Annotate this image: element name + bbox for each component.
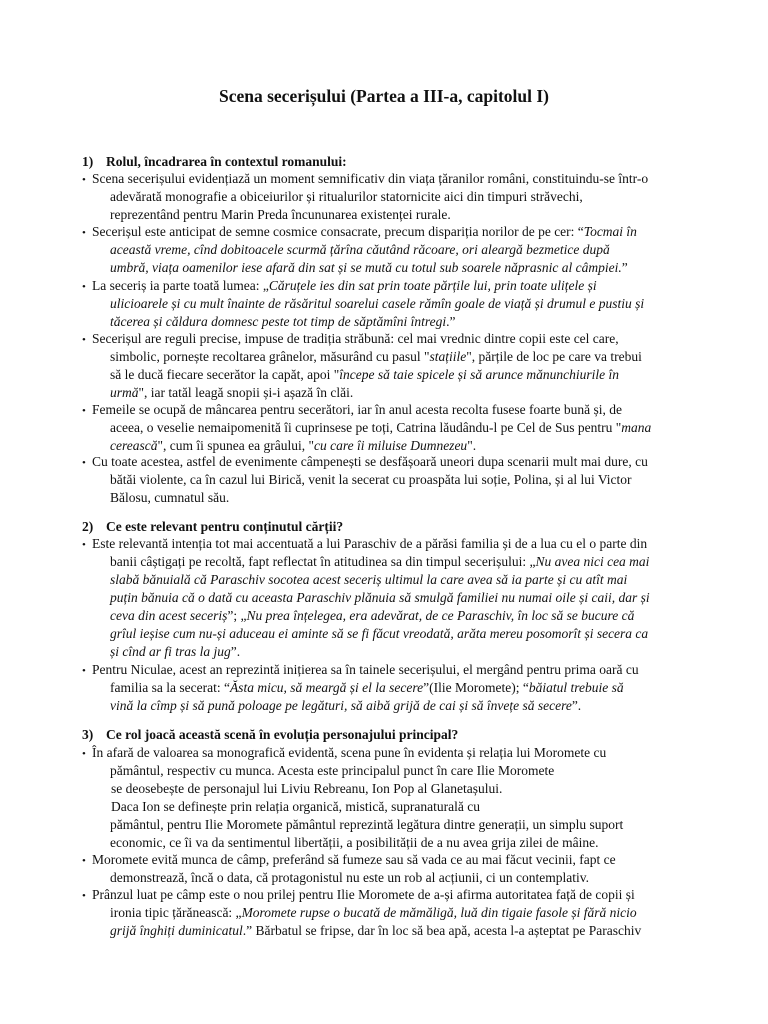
text-run: stațiile <box>429 349 467 364</box>
text-run: Femeile se ocupă de mâncarea pentru secerători, iar în anul acesta recolta fusese foarte bună și, de <box>92 402 622 417</box>
section-heading-text: Ce rol joacă această scenă în evoluția personajului principal? <box>106 727 459 742</box>
text-run: ” <box>621 260 628 275</box>
paragraph-line <box>110 589 650 607</box>
paragraph-line <box>82 535 647 554</box>
bullet: • <box>82 748 86 760</box>
bullet: • <box>82 405 86 417</box>
paragraph-line <box>110 313 455 331</box>
paragraph-line <box>82 744 606 763</box>
text-run: banii câștigați pe recoltă, fapt reflectat în atitudinea sa din timpul secerișului: „ <box>110 554 536 569</box>
paragraph-line <box>110 241 610 259</box>
paragraph-line <box>82 886 635 905</box>
paragraph-line <box>110 679 624 697</box>
text-run: Daca Ion se definește prin relația organică, mistică, supranaturală cu <box>111 799 480 814</box>
text-run: ceva din acest seceriș <box>110 608 228 623</box>
text-run: Nu avea nici cea mai <box>535 554 650 569</box>
text-run: se deosebește de personajul lui Liviu Rebreanu, Ion Pop al Glanetașului. <box>111 781 503 796</box>
text-run: Căruțele ies din sat prin toate părțile lui, prin toate ulițele și <box>268 278 597 293</box>
text-run: Secerișul este anticipat de semne cosmice consacrate, precum dispariția norilor de pe cer: “ <box>92 224 584 239</box>
text-run: ”. <box>230 644 241 659</box>
paragraph-line <box>82 661 639 680</box>
paragraph-line <box>110 419 651 437</box>
paragraph-line <box>111 798 480 816</box>
paragraph-line <box>110 697 581 715</box>
text-run: Tocmai în <box>583 224 637 239</box>
bullet: • <box>82 855 86 867</box>
paragraph-line <box>110 259 628 277</box>
text-run: ironia tipic țărănească: „ <box>110 905 242 920</box>
text-run: ”; „ <box>227 608 247 623</box>
page-title: Scena secerișului (Partea a III-a, capitolul I) <box>218 86 550 106</box>
bullet: • <box>82 174 86 186</box>
paragraph-line <box>82 453 648 472</box>
text-run: Nu prea înțelegea, era adevărat, de ce Paraschiv, în loc să se bucure că <box>246 608 635 623</box>
text-run: .” <box>446 314 456 329</box>
text-run: ", părțile de loc pe care va trebui <box>466 349 642 364</box>
text-run: pământul, respectiv cu munca. Acesta este principalul punct în care Ilie Moromete <box>110 763 555 778</box>
paragraph-line <box>110 869 589 887</box>
paragraph-line <box>110 489 229 507</box>
text-run: vină la cîmp și să pună poloage pe legături, să aibă grijă de cai și să învețe să secere <box>110 698 572 713</box>
paragraph-line <box>82 277 597 296</box>
text-run: Ăsta micu, să meargă și el la secere <box>229 680 424 695</box>
text-run: mana <box>621 420 652 435</box>
text-run: ". <box>467 438 477 453</box>
text-run: ”(Ilie Moromete); “ <box>423 680 529 695</box>
text-run: .” Bărbatul se fripse, dar în loc să bea apă, acesta l-a așteptat pe Paraschiv <box>242 923 642 938</box>
text-run: umbră, viața oamenilor iese afară din sat și se mută cu totul sub soarele năprasnic al câmpiei. <box>110 260 622 275</box>
text-run: cerească <box>110 438 158 453</box>
text-run: ”. <box>571 698 582 713</box>
text-run: slabă bănuială că Paraschiv socotea acest seceriș ultimul la care avea să ia parte și cu atît mai <box>110 572 628 587</box>
text-run: La seceriș ia parte toată lumea: „ <box>92 278 269 293</box>
text-run: Prânzul luat pe câmp este o nou prilej pentru Ilie Moromete de a-și afirma autoritatea față de copii și <box>92 887 635 902</box>
text-run: Pentru Niculae, acest an reprezintă inițierea sa în tainele secerișului, el mergând pentru prima oară cu <box>92 662 639 677</box>
paragraph-line <box>110 625 648 643</box>
text-run: ", cum îi spunea ea grâului, " <box>157 438 314 453</box>
paragraph-line <box>82 170 648 189</box>
bullet: • <box>82 334 86 346</box>
text-run: băiatul trebuie să <box>528 680 624 695</box>
paragraph-line <box>110 471 632 489</box>
text-run: simbolic, pornește recoltarea grânelor, măsurând cu pasul " <box>110 349 430 364</box>
text-run: familia sa la secerat: “ <box>110 680 230 695</box>
text-run: Cu toate acestea, astfel de evenimente câmpenești se desfășoară uneori dupa scenarii mult mai dure, cu <box>92 454 648 469</box>
text-run: ", iar tatăl leagă snopii și-i așază în clăi. <box>138 385 354 400</box>
text-run: reprezentând pentru Marin Preda încununarea existenței rurale. <box>110 207 451 222</box>
text-run: începe să taie spicele și să arunce mănunchiurile în <box>339 367 619 382</box>
section-heading-3 <box>82 727 458 743</box>
text-run: puțin bănuia că o dată cu aceasta Paraschiv plănuia să smulgă familiei nu numai oile și caii, dar și <box>110 590 650 605</box>
text-run: această vreme, cînd dobitoacele scurmă țărîna căutând răcoare, ori aleargă bezmetice după <box>110 242 610 257</box>
paragraph-line <box>82 851 616 870</box>
section-number: 2) <box>82 519 94 534</box>
paragraph-line <box>110 643 240 661</box>
paragraph-line <box>110 366 619 384</box>
paragraph-line <box>110 904 637 922</box>
text-run: Secerișul are reguli precise, impuse de tradiția străbună: cel mai vrednic dintre copii este cel care, <box>92 331 619 346</box>
text-run: Moromete rupse o bucată de mămăligă, luă din tigaie fasole și fără nicio <box>241 905 637 920</box>
section-heading-1 <box>82 154 347 170</box>
bullet: • <box>82 539 86 551</box>
section-heading-text: Rolul, încadrarea în contextul romanului: <box>106 154 347 169</box>
text-run: economic, ce îi va da sentimentul libertății, a posibilității de a nu avea grija zilei de mâine. <box>110 835 599 850</box>
paragraph-line <box>110 571 627 589</box>
text-run: În afară de valoarea sa monografică evidentă, scena pune în evidenta și relația lui Moromete cu <box>92 745 607 760</box>
text-run: urmă <box>110 385 139 400</box>
paragraph-line <box>110 206 451 224</box>
text-run: tăcerea și căldura domnesc peste tot timp de săptămîni întregi <box>110 314 447 329</box>
text-run: grîul ieșise cum nu-și aduceau ei aminte să se fi făcut vreodată, arăta mereu posomorît și secera ca <box>110 626 649 641</box>
section-number: 1) <box>82 154 94 169</box>
paragraph-line <box>82 223 637 242</box>
section-number: 3) <box>82 727 94 742</box>
text-run: Este relevantă intenția tot mai accentuată a lui Paraschiv de a părăsi familia și de a lua cu el o parte din <box>92 536 648 551</box>
section-heading-2 <box>82 519 343 535</box>
paragraph-line <box>82 401 622 420</box>
paragraph-line <box>82 330 619 349</box>
text-run: să le ducă fiecare secerător la capăt, apoi " <box>110 367 340 382</box>
bullet: • <box>82 890 86 902</box>
paragraph-line <box>110 762 554 780</box>
paragraph-line <box>110 834 598 852</box>
paragraph-line <box>110 553 649 571</box>
paragraph-line <box>110 922 641 940</box>
paragraph-line <box>110 348 642 366</box>
bullet: • <box>82 227 86 239</box>
text-run: Scena secerișului evidențiază un moment semnificativ din viața țăranilor români, constituindu-se într-o <box>92 171 649 186</box>
bullet: • <box>82 281 86 293</box>
paragraph-line <box>110 384 353 402</box>
text-run: grijă înghiți duminicatul <box>110 923 243 938</box>
bullet: • <box>82 665 86 677</box>
bullet: • <box>82 457 86 469</box>
text-run: și cînd ar fi tras la jug <box>110 644 231 659</box>
text-run: ulicioarele și cu mult înainte de răsăritul soarelui casele rămîn goale de viață și drumul e pustiu și <box>110 296 645 311</box>
paragraph-line <box>110 816 623 834</box>
paragraph-line <box>111 780 502 798</box>
text-run: demonstrează, încă o data, că protagonistul nu este un rob al acțiunii, ci un contemplativ. <box>110 870 589 885</box>
text-run: adevărată monografie a obiceiurilor și ritualurilor statornicite aici din timpuri străvechi, <box>110 189 583 204</box>
paragraph-line <box>110 607 634 625</box>
text-run: aceea, o veselie nemaipomenită îi cuprinsese pe toți, Catrina lăudându-l pe Cel de Sus pentru " <box>110 420 622 435</box>
paragraph-line <box>110 188 583 206</box>
paragraph-line <box>110 295 644 313</box>
text-run: pământul, pentru Ilie Moromete pământul reprezintă legătura dintre generații, un simplu suport <box>110 817 624 832</box>
text-run: Moromete evită munca de câmp, preferând să fumeze sau să vada ce au mai făcut vecinii, fapt ce <box>92 852 616 867</box>
text-run: cu care îi miluise Dumnezeu <box>313 438 468 453</box>
section-heading-text: Ce este relevant pentru conținutul cărții? <box>106 519 344 534</box>
text-run: bătăi violente, ca în cazul lui Birică, venit la secerat cu proaspăta lui soție, Polina, și al lui Victor <box>110 472 632 487</box>
text-run: Bălosu, cumnatul său. <box>110 490 230 505</box>
